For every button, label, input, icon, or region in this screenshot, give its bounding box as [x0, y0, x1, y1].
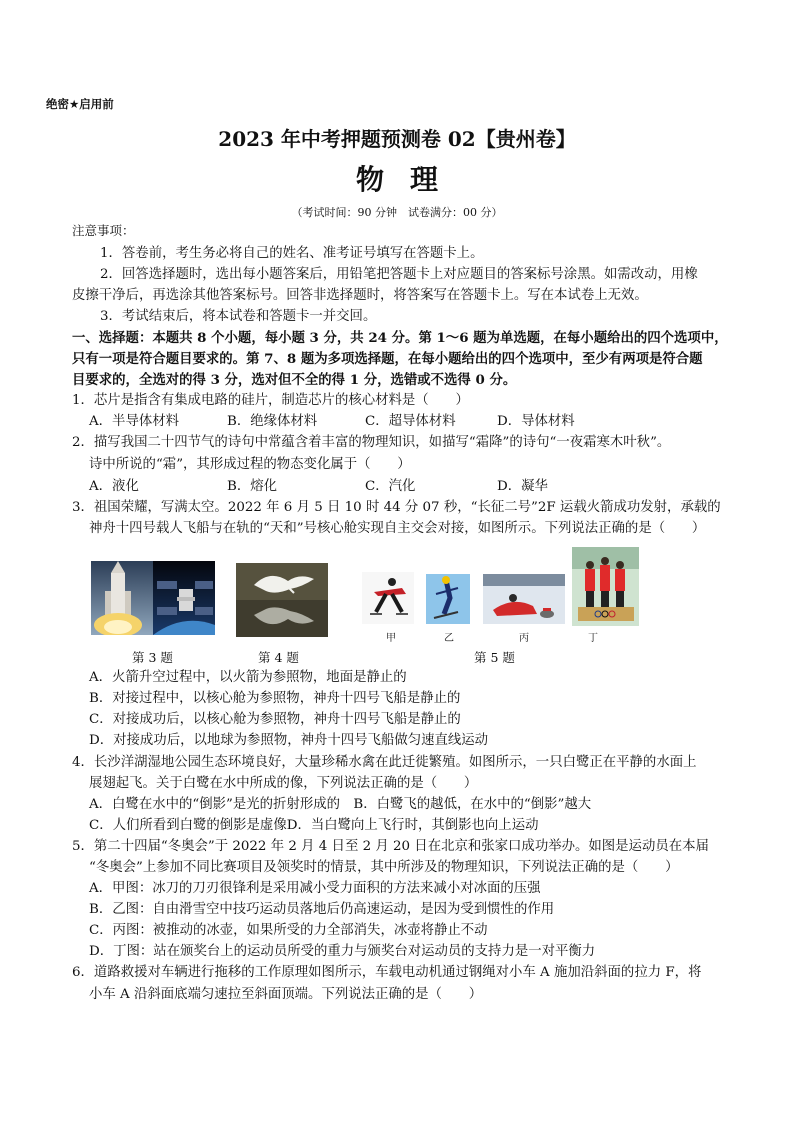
q3-stem: 3．祖国荣耀，写满太空。2022 年 6 月 5 日 10 时 44 分 07 秒，“长征二号”2F 运载火箭成功发射，承载的: [72, 500, 721, 515]
q4-stem: 4．长沙洋湖湿地公园生态环境良好，大量珍稀水禽在此迁徙繁殖。如图所示，一只白鹭正在平静的水面上: [72, 755, 697, 770]
section-instructions: 只有一项是符合题目要求的。第 7、8 题为多项选择题，在每小题给出的四个选项中，至少有两项是符合题: [72, 351, 703, 367]
figure-caption-q5: 第 5 题: [474, 650, 515, 665]
q3-option-c: C．对接成功后，以核心舱为参照物，神舟十四号飞船是静止的: [89, 712, 461, 727]
note-item: 3．考试结束后，将本试卷和答题卡一并交回。: [100, 309, 377, 324]
q2-option-a: A．液化: [89, 479, 139, 494]
q1-option-c: C．超导体材料: [365, 414, 456, 429]
q5-option-d: D．丁图：站在颁奖台上的运动员所受的重力与颁奖台对运动员的支持力是一对平衡力: [89, 944, 596, 959]
subject-title: 物理: [355, 163, 464, 196]
speed-skater-photo: [362, 572, 414, 624]
q2-stem: 诗中所说的“霜”，其形成过程的物态变化属于（ ）: [89, 457, 411, 472]
figure-sub-label: 乙: [444, 633, 454, 644]
q2-option-b: B．熔化: [227, 479, 278, 494]
q5-option-b: B．乙图：自由滑雪空中技巧运动员落地后仍高速运动，是因为受到惯性的作用: [89, 902, 555, 917]
q4-options-cd: C．人们所看到白鹭的倒影是虚像D．当白鹭向上飞行时，其倒影也向上运动: [89, 818, 539, 833]
q1-option-b: B．绝缘体材料: [227, 414, 318, 429]
q3-option-b: B．对接过程中，以核心舱为参照物，神舟十四号飞船是静止的: [89, 691, 461, 706]
q1-option-d: D．导体材料: [497, 414, 575, 429]
aerial-skier-photo: [426, 574, 470, 624]
figure-sub-label: 丁: [588, 633, 598, 644]
note-item: 皮擦干净后，再选涂其他答案标号。回答非选择题时，将答案写在答题卡上。写在本试卷上无效。: [72, 288, 648, 303]
note-item: 2．回答选择题时，选出每小题答案后，用铅笔把答题卡上对应题目的答案标号涂黑。如需改动，用橡: [100, 267, 698, 282]
q1-stem: 1．芯片是指含有集成电路的硅片，制造芯片的核心材料是（ ）: [72, 393, 469, 408]
curling-photo: [483, 574, 565, 624]
q6-stem: 小车 A 沿斜面底端匀速拉至斜面顶端。下列说法正确的是（ ）: [89, 987, 483, 1002]
q2-stem: 2．描写我国二十四节气的诗句中常蕴含着丰富的物理知识，如描写“霜降”的诗句“一夜霜寒木叶秋”。: [72, 435, 671, 450]
note-item: 1．答卷前，考生务必将自己的姓名、准考证号填写在答题卡上。: [100, 246, 484, 261]
exam-info: （考试时间：90 分钟 试卷满分：00 分）: [291, 206, 503, 219]
q6-stem: 6．道路救援对车辆进行拖移的工作原理如图所示，车载电动机通过钢绳对小车 A 施加沿斜面的拉力 F，将: [72, 965, 702, 980]
q2-option-c: C．汽化: [365, 479, 416, 494]
podium-photo: [572, 547, 639, 626]
q3-stem: 神舟十四号载人飞船与在轨的“天和”号核心舱实现自主交会对接，如图所示。下列说法正确的是（ ）: [89, 521, 706, 536]
exam-title: 2023 年中考押题预测卷 02【贵州卷】: [218, 127, 576, 151]
figure-sub-label: 甲: [386, 633, 396, 644]
figure-caption-q3: 第 3 题: [132, 650, 173, 665]
q5-option-c: C．丙图：被推动的冰壶，如果所受的力全部消失，冰壶将静止不动: [89, 923, 488, 938]
section-instructions: 一、选择题：本题共 8 个小题，每小题 3 分，共 24 分。第 1～6 题为单选题，在每小题给出的四个选项中，: [72, 330, 728, 346]
q5-option-a: A．甲图：冰刀的刀刃很锋利是采用减小受力面积的方法来减小对冰面的压强: [89, 881, 541, 896]
egret-photo: [236, 563, 328, 637]
notes-heading: 注意事项：: [72, 223, 135, 238]
q5-stem: 5．第二十四届“冬奥会”于 2022 年 2 月 4 日至 2 月 20 日在北京和张家口成功举办。如图是运动员在本届: [72, 839, 709, 854]
q1-option-a: A．半导体材料: [89, 414, 180, 429]
q3-option-d: D．对接成功后，以地球为参照物，神舟十四号飞船做匀速直线运动: [89, 733, 489, 748]
q3-option-a: A．火箭升空过程中，以火箭为参照物，地面是静止的: [89, 670, 407, 685]
q5-stem: “冬奥会”上参加不同比赛项目及领奖时的情景，其中所涉及的物理知识，下列说法正确的是（ ）: [89, 860, 679, 875]
section-instructions: 目要求的，全选对的得 3 分，选对但不全的得 1 分，选错或不选得 0 分。: [72, 372, 517, 388]
q4-stem: 展翅起飞。关于白鹭在水中所成的像，下列说法正确的是（ ）: [89, 776, 478, 791]
q4-options-ab: A．白鹭在水中的“倒影”是光的折射形成的 B．白鹭飞的越低，在水中的“倒影”越大: [89, 797, 592, 812]
q2-option-d: D．凝华: [497, 479, 548, 494]
figure-sub-label: 丙: [519, 633, 529, 644]
confidential-mark: 绝密★启用前: [46, 97, 114, 111]
figure-caption-q4: 第 4 题: [258, 650, 299, 665]
rocket-station-photo: [91, 561, 215, 635]
